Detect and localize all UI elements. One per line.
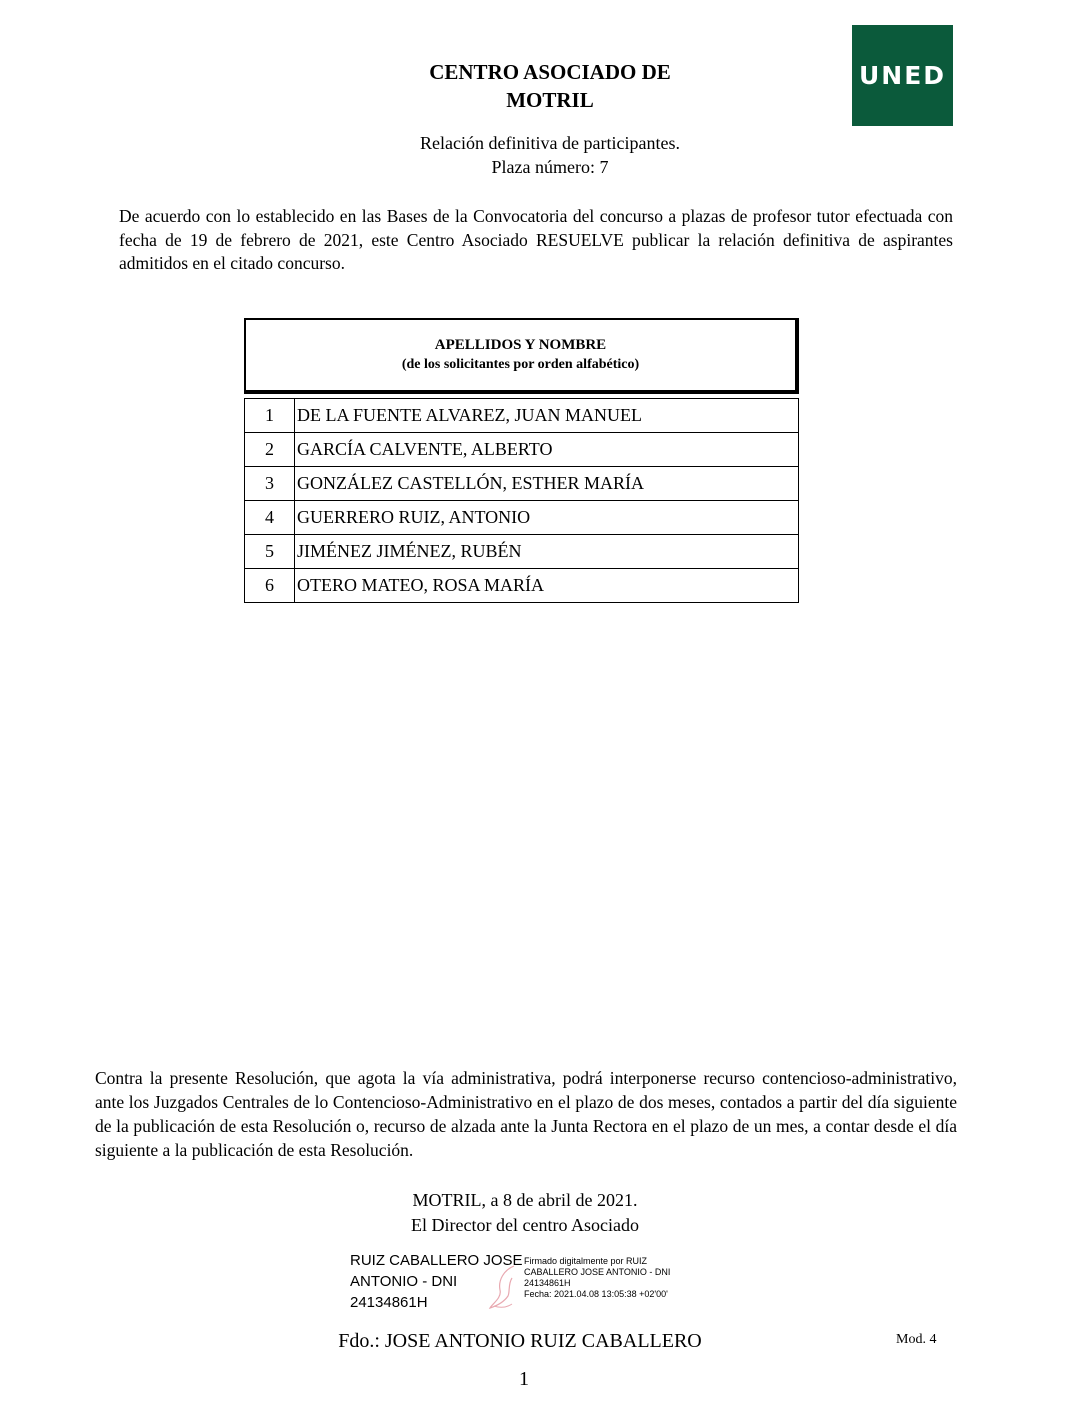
logo-text: UNED: [858, 61, 947, 90]
table-row: [245, 467, 799, 501]
participant-name: GONZÁLEZ CASTELLÓN, ESTHER MARÍA: [295, 467, 799, 501]
signature-detail-line-4: Fecha: 2021.04.08 13:05:38 +02'00': [524, 1289, 668, 1299]
table-row: [245, 433, 799, 467]
row-number: 3: [245, 467, 295, 501]
signature-details: [524, 1256, 714, 1300]
participants-table: [244, 398, 799, 603]
signature-detail-line-3: 24134861H: [524, 1278, 571, 1288]
title-line-2: MOTRIL: [506, 88, 594, 112]
director-role: El Director del centro Asociado: [411, 1215, 639, 1235]
document-subtitle: [360, 131, 740, 179]
row-number: 5: [245, 535, 295, 569]
uned-logo: [852, 25, 953, 126]
row-number: 1: [245, 399, 295, 433]
participant-name: DE LA FUENTE ALVAREZ, JUAN MANUEL: [295, 399, 799, 433]
row-number: 2: [245, 433, 295, 467]
table-row: [245, 569, 799, 603]
table-header: [244, 318, 799, 394]
signature-detail-line-2: CABALLERO JOSE ANTONIO - DNI: [524, 1267, 671, 1277]
subtitle-line-2: Plaza número: 7: [491, 157, 609, 177]
table-row: [245, 399, 799, 433]
table-header-subtitle: (de los solicitantes por orden alfabético): [401, 357, 640, 372]
signature-detail-line-1: Firmado digitalmente por RUIZ: [524, 1256, 648, 1266]
intro-paragraph: De acuerdo con lo establecido en las Bases de la Convocatoria del concurso a plazas de profesor tutor efectuada con fecha de 19 de febrero de 2021, este Centro Asociado RESUELVE publicar la relación definitiva de aspirantes admitidos en el citado concurso.: [119, 206, 953, 273]
signature-name-line-2: ANTONIO - DNI: [350, 1273, 458, 1290]
document-title: [360, 58, 740, 114]
form-code: Mod. 4: [896, 1332, 937, 1347]
resolution-paragraph: Contra la presente Resolución, que agota la vía administrativa, podrá interponerse recurso contencioso-administrativo, ante los Juzgados Centrales de lo Contencioso-Administrativo en el plazo de dos meses, contados a partir del día siguiente de la publicación de esta Resolución o, recurso de alzada ante la Junta Rectora en el plazo de un mes, a contar desde el día siguiente a la publicación de esta Resolución.: [95, 1068, 957, 1160]
title-line-1: CENTRO ASOCIADO DE: [429, 60, 671, 84]
table-header-title: APELLIDOS Y NOMBRE: [434, 337, 607, 353]
participant-name: JIMÉNEZ JIMÉNEZ, RUBÉN: [295, 535, 799, 569]
row-number: 4: [245, 501, 295, 535]
signature-mark-icon: [486, 1262, 526, 1312]
table-row: [245, 535, 799, 569]
signed-by: Fdo.: JOSE ANTONIO RUIZ CABALLERO: [338, 1330, 702, 1352]
signature-name-line-1: RUIZ CABALLERO JOSE: [350, 1252, 523, 1269]
table-row: [245, 501, 799, 535]
row-number: 6: [245, 569, 295, 603]
signature-name-line-3: 24134861H: [350, 1294, 428, 1311]
participant-name: OTERO MATEO, ROSA MARÍA: [295, 569, 799, 603]
participant-name: GARCÍA CALVENTE, ALBERTO: [295, 433, 799, 467]
closing-block: [360, 1188, 690, 1238]
participant-name: GUERRERO RUIZ, ANTONIO: [295, 501, 799, 535]
subtitle-line-1: Relación definitiva de participantes.: [420, 133, 680, 153]
place-date: MOTRIL, a 8 de abril de 2021.: [412, 1190, 638, 1210]
page-number: 1: [519, 1368, 529, 1390]
